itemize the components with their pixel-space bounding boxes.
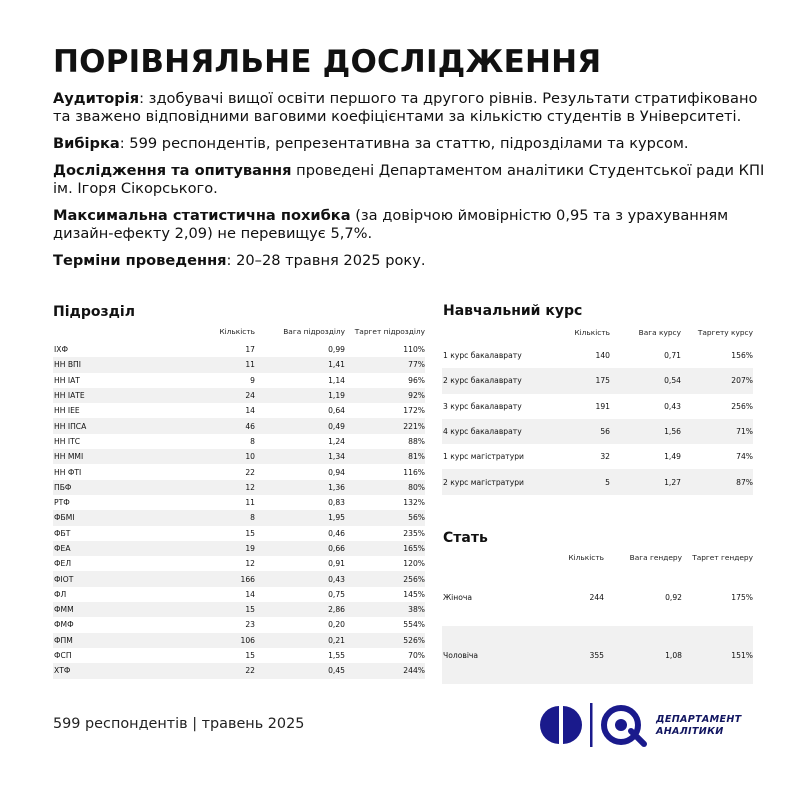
row-label: 1 курс бакалаврату	[443, 351, 522, 361]
row-label: НН ФТІ	[54, 467, 82, 477]
table-row	[53, 480, 425, 495]
table-cell: 0,64	[328, 406, 345, 416]
table-cell: 38%	[345, 602, 425, 617]
sex-table	[442, 553, 753, 684]
table-cell: 132%	[403, 498, 425, 508]
table-cell: 221%	[345, 418, 425, 433]
table-row	[53, 403, 425, 418]
page-title: ПОРІВНЯЛЬНЕ ДОСЛІДЖЕННЯ	[53, 44, 602, 80]
table-row	[53, 464, 425, 479]
row-label: ФСП	[54, 651, 72, 661]
table-row	[442, 568, 753, 626]
sex-body	[442, 568, 753, 684]
table-row	[53, 587, 425, 602]
table-cell: 156%	[731, 351, 753, 361]
row-label: ФПМ	[53, 633, 133, 648]
row-label: 4 курс бакалаврату	[442, 419, 542, 444]
table-cell: 70%	[408, 651, 425, 661]
table-cell: 110%	[403, 345, 425, 355]
table-cell: 17	[245, 345, 255, 355]
table-cell: 1,36	[255, 480, 345, 495]
sex-header	[442, 553, 753, 568]
column-header: Таргету курсу	[697, 328, 753, 337]
column-header: Вага курсу	[638, 328, 681, 337]
table-cell: 140	[595, 351, 610, 361]
logo-mark-icon	[538, 700, 648, 750]
table-row	[442, 368, 753, 393]
info-label: Аудиторія	[53, 90, 140, 107]
table-cell: 0,91	[328, 559, 345, 569]
table-cell: 165%	[345, 541, 425, 556]
table-row	[442, 626, 753, 684]
table-row	[53, 526, 425, 541]
table-cell: 11	[245, 498, 255, 508]
table-cell: 1,95	[255, 510, 345, 525]
table-cell: 0,83	[328, 498, 345, 508]
table-row	[53, 571, 425, 586]
table-cell: 23	[245, 620, 255, 630]
table-row	[53, 434, 425, 449]
table-row	[53, 602, 425, 617]
row-label: РТФ	[54, 498, 70, 508]
table-cell: 244%	[345, 663, 425, 678]
table-cell: 235%	[403, 528, 425, 538]
column-header: Таргет підрозділу	[354, 327, 425, 336]
row-label: Жіноча	[443, 592, 473, 602]
table-cell: 116%	[403, 467, 425, 477]
table-cell: 1,49	[664, 452, 681, 462]
row-label: Чоловіча	[442, 626, 534, 684]
table-row	[53, 617, 425, 632]
row-label: ФБТ	[54, 528, 71, 538]
table-row	[442, 469, 753, 494]
table-cell: 8	[133, 510, 255, 525]
table-cell: 11	[133, 357, 255, 372]
table-row	[442, 343, 753, 368]
table-cell: 56%	[345, 510, 425, 525]
courses-title: Навчальний курс	[443, 303, 583, 319]
table-cell: 46	[133, 418, 255, 433]
table-cell: 0,21	[255, 633, 345, 648]
column-header: Таргет гендеру	[692, 553, 753, 562]
info-paragraph	[53, 90, 765, 126]
table-cell: 15	[133, 602, 255, 617]
table-cell: 0,75	[328, 589, 345, 599]
row-label: НН ВПІ	[53, 357, 133, 372]
table-cell: 81%	[345, 449, 425, 464]
row-label: ФБМІ	[53, 510, 133, 525]
table-cell: 22	[245, 467, 255, 477]
table-row	[53, 495, 425, 510]
table-cell: 0,66	[255, 541, 345, 556]
info-text: : 20–28 травня 2025 року.	[226, 252, 426, 269]
table-cell: 1,27	[610, 469, 681, 494]
table-cell: 80%	[345, 480, 425, 495]
table-cell: 256%	[731, 401, 753, 411]
courses-table	[442, 328, 753, 495]
table-cell: 19	[133, 541, 255, 556]
info-text: : 599 респондентів, репрезентативна за статтю, підрозділами та курсом.	[119, 135, 689, 152]
info-text: проведені Департаментом аналітики Студентської ради КПІ ім. Ігоря Сікорського.	[53, 162, 765, 197]
row-label: ХТФ	[53, 663, 133, 678]
table-cell: 1,34	[255, 449, 345, 464]
departments-table	[53, 327, 425, 679]
table-cell: 191	[595, 401, 610, 411]
table-cell: 9	[250, 375, 255, 385]
column-header	[442, 553, 534, 568]
table-row	[53, 556, 425, 571]
table-cell: 355	[534, 626, 604, 684]
courses-header	[442, 328, 753, 343]
table-cell: 207%	[681, 368, 753, 393]
table-cell: 88%	[408, 436, 425, 446]
row-label: 1 курс магістратури	[443, 452, 524, 462]
info-text: : здобувачі вищої освіти першого та другого рівнів. Результати стратифіковано та зважено відповідними ваговими коефіцієнтами за кількістю студентів в Університеті.	[53, 90, 758, 125]
table-row	[442, 444, 753, 469]
table-row	[53, 418, 425, 433]
table-cell: 145%	[403, 589, 425, 599]
row-label: ІХФ	[54, 345, 68, 355]
row-label: ФЕЛ	[54, 559, 72, 569]
table-cell: 1,55	[328, 651, 345, 661]
column-header: Кількість	[574, 328, 610, 337]
table-row	[53, 342, 425, 357]
table-cell: 175%	[731, 592, 753, 602]
table-cell: 0,45	[255, 663, 345, 678]
info-block	[53, 90, 765, 279]
table-cell: 14	[245, 406, 255, 416]
table-cell: 56	[542, 419, 610, 444]
table-row	[53, 449, 425, 464]
row-label: НН ІЕЕ	[54, 406, 80, 416]
table-cell: 554%	[403, 620, 425, 630]
department-logo	[538, 700, 753, 750]
logo-line2: АНАЛІТИКИ	[656, 726, 724, 737]
info-label: Вибірка	[53, 135, 120, 152]
table-cell: 92%	[345, 388, 425, 403]
table-cell: 1,56	[610, 419, 681, 444]
table-cell: 172%	[403, 406, 425, 416]
table-cell: 175	[542, 368, 610, 393]
table-cell: 1,24	[328, 436, 345, 446]
logo-text	[656, 714, 742, 738]
row-label: 2 курс бакалаврату	[442, 368, 542, 393]
table-cell: 0,92	[665, 592, 682, 602]
row-label: 2 курс магістратури	[442, 469, 542, 494]
table-cell: 96%	[408, 375, 425, 385]
table-row	[53, 648, 425, 663]
table-cell: 106	[133, 633, 255, 648]
table-cell: 71%	[681, 419, 753, 444]
row-label: ПБФ	[53, 480, 133, 495]
courses-body	[442, 343, 753, 495]
table-cell: 12	[133, 480, 255, 495]
table-cell: 24	[133, 388, 255, 403]
info-label: Максимальна статистична похибка	[53, 207, 351, 224]
table-row	[53, 388, 425, 403]
table-row	[53, 541, 425, 556]
table-cell: 74%	[736, 452, 753, 462]
column-header: Вага гендеру	[629, 553, 682, 562]
table-cell: 0,46	[328, 528, 345, 538]
table-cell: 12	[245, 559, 255, 569]
table-cell: 0,99	[328, 345, 345, 355]
row-label: НН ІПСА	[53, 418, 133, 433]
table-cell: 0,43	[255, 571, 345, 586]
departments-title: Підрозділ	[53, 304, 135, 320]
row-label: ФЕА	[53, 541, 133, 556]
table-row	[442, 394, 753, 419]
table-cell: 77%	[345, 357, 425, 372]
departments-body	[53, 342, 425, 679]
table-cell: 1,08	[604, 626, 682, 684]
table-cell: 0,94	[328, 467, 345, 477]
column-header: Кількість	[568, 553, 604, 562]
row-label: НН ІТС	[54, 436, 81, 446]
logo-line1: ДЕПАРТАМЕНТ	[656, 714, 742, 725]
table-cell: 166	[133, 571, 255, 586]
table-cell: 8	[250, 436, 255, 446]
info-paragraph	[53, 162, 765, 198]
sex-title: Стать	[443, 530, 488, 546]
table-cell: 5	[542, 469, 610, 494]
table-cell: 151%	[682, 626, 753, 684]
row-label: НН ІАТЕ	[53, 388, 133, 403]
row-label: 3 курс бакалаврату	[443, 401, 522, 411]
table-cell: 1,14	[328, 375, 345, 385]
table-cell: 0,43	[664, 401, 681, 411]
table-row	[442, 419, 753, 444]
table-cell: 2,86	[255, 602, 345, 617]
table-cell: 10	[133, 449, 255, 464]
table-cell: 244	[589, 592, 604, 602]
row-label: НН ІАТ	[54, 375, 80, 385]
table-cell: 0,54	[610, 368, 681, 393]
table-cell: 15	[245, 651, 255, 661]
table-cell: 22	[133, 663, 255, 678]
table-cell: 120%	[403, 559, 425, 569]
table-row	[53, 373, 425, 388]
column-header: Кількість	[219, 327, 255, 336]
row-label: ФІОТ	[53, 571, 133, 586]
table-row	[53, 357, 425, 372]
table-cell: 0,71	[664, 351, 681, 361]
table-cell: 256%	[345, 571, 425, 586]
table-row	[53, 663, 425, 678]
table-cell: 0,49	[255, 418, 345, 433]
departments-header	[53, 327, 425, 342]
info-label: Дослідження та опитування	[53, 162, 292, 179]
info-label: Терміни проведення	[53, 252, 227, 269]
column-header	[53, 327, 133, 342]
table-cell: 0,20	[328, 620, 345, 630]
info-paragraph	[53, 207, 765, 243]
table-cell: 14	[245, 589, 255, 599]
footer-text: 599 респондентів | травень 2025	[53, 716, 305, 732]
column-header: Вага підрозділу	[283, 327, 345, 336]
table-cell: 87%	[681, 469, 753, 494]
info-paragraph	[53, 135, 765, 153]
table-row	[53, 633, 425, 648]
info-paragraph	[53, 252, 765, 270]
row-label: ФМФ	[54, 620, 74, 630]
table-cell: 32	[600, 452, 610, 462]
column-header	[442, 328, 542, 343]
row-label: ФЛ	[54, 589, 67, 599]
table-cell: 526%	[345, 633, 425, 648]
row-label: НН ММІ	[53, 449, 133, 464]
table-cell: 1,19	[255, 388, 345, 403]
table-row	[53, 510, 425, 525]
info-text: (за довірчою ймовірністю 0,95 та з урахуванням дизайн-ефекту 2,09) не перевищує 5,7%.	[53, 207, 729, 242]
table-cell: 1,41	[255, 357, 345, 372]
row-label: ФММ	[53, 602, 133, 617]
table-cell: 15	[245, 528, 255, 538]
